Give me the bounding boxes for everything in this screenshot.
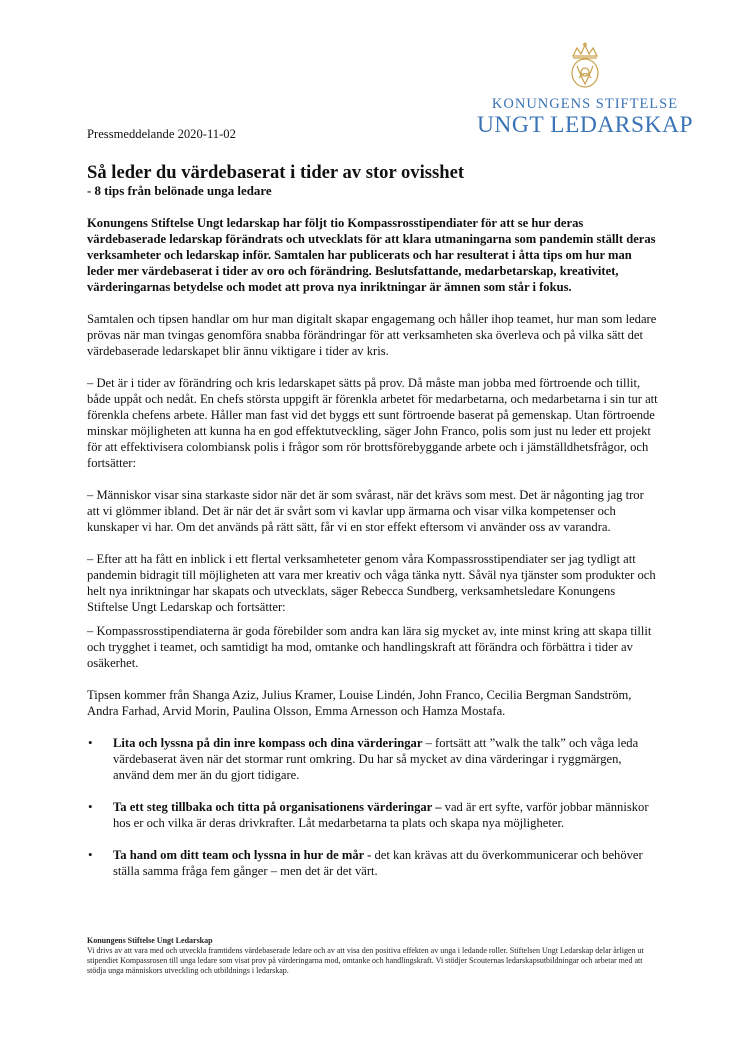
logo-line-2: UNGT LEDARSKAP xyxy=(476,112,694,138)
body-paragraph: – Människor visar sina starkaste sidor när det är som svårast, när det krävs som mest. Det är någonting jag tror att vi glömmer ibland. Det är när det är svårt som vi kavlar upp ärmarna och visar vilka kompetenser och kunskaper vi har. Om det används på rätt sätt, får vi en stor effekt eftersom vi använder oss av varandra. xyxy=(87,488,644,534)
logo-line-1: KONUNGENS STIFTELSE xyxy=(491,96,679,112)
list-item xyxy=(87,847,659,879)
lead-paragraph: Konungens Stiftelse Ungt ledarskap har följt tio Kompassrosstipendiater för att se hur deras värdebaserade ledarskap förändrats och utvecklats för att klara utmaningarna som pandemin ställt deras verksamheter och ledarskap inför. Samtalen har publicerats och har resulterat i åtta tips om hur man leder mer värdebaserat i tider av oro och förändring. Beslutsfattande, medarbetarskap, kreativitet, värderingarnas betydelse och modet att prova nya inriktningar är ämnen som står i fokus. xyxy=(87,216,656,294)
list-item xyxy=(87,799,659,831)
footer-title: Konungens Stiftelse Ungt Ledarskap xyxy=(87,936,213,945)
body-paragraph: – Efter att ha fått en inblick i ett flertal verksamheteter genom våra Kompassrosstipendiater ser jag tydligt att pandemin bidragit till möjligheten att vara mer kreativ och våga tänka nytt. Såväl nya tjänster som produkter och helt nya inriktningar har skapats och utvecklats, säger Rebecca Sundberg, verksamhetsledare Konungens Stiftelse Ungt Ledarskap och fortsätter: xyxy=(87,552,656,614)
royal-crown-monogram-icon xyxy=(565,42,605,90)
foundation-logo xyxy=(455,42,715,137)
tip-heading: Ta hand om ditt team och lyssna in hur de mår - xyxy=(113,848,372,862)
body-paragraph: – Kompassrosstipendiaterna är goda förebilder som andra kan lära sig mycket av, inte minst kring att skapa tillit och trygghet i teamet, och samtidigt ha mod, omtanke och handlingskraft att förändra och förbättra i tider av osäkerhet. xyxy=(87,624,652,670)
body-paragraph: Samtalen och tipsen handlar om hur man digitalt skapar engagemang och håller ihop teamet, hur man som ledare prövas när man tvingas genomföra snabba förändringar för att verksamheten ska överleva och på vilka sätt det värdebaserade ledarskapet blir ännu viktigare i tider av kris. xyxy=(87,312,657,358)
page-footer xyxy=(87,936,647,976)
body-paragraph: Tipsen kommer från Shanga Aziz, Julius Kramer, Louise Lindén, John Franco, Cecilia Bergman Sandström, Andra Farhad, Arvid Morin, Paulina Olsson, Emma Arnesson och Hamza Mostafa. xyxy=(87,688,632,718)
footer-text: Vi drivs av att vara med och utveckla framtidens värdebaserade ledare och av att visa den positiva effekten av unga i ledande roller. Stiftelsen Ungt Ledarskap delar årligen ut stipendiet Kompassrosen till unga ledare som visat prov på värderingarna mod, omtanke och handlingskraft. Vi stödjer Scouternas ledarskapsutbildningar och arbetar med att stödja unga människors utveckling och utbildnings i ledarskap. xyxy=(87,946,644,975)
page-title: Så leder du värdebaserat i tider av stor ovisshet xyxy=(87,162,465,183)
bullet: • xyxy=(88,799,93,814)
page-subtitle: - 8 tips från belönade unga ledare xyxy=(87,184,272,198)
list-item xyxy=(87,735,659,783)
tip-text: – fortsätt att ”walk the talk” och våga leda värdebaserat även när det stormar runt omkring. Du har så mycket av dina värderingar i ryggmärgen, använd dem mer än du gjort tidigare. xyxy=(113,736,639,782)
tip-heading: Lita och lyssna på din inre kompass och dina värderingar xyxy=(113,736,423,750)
bullet: • xyxy=(88,847,93,862)
tip-text: vad är ert syfte, varför jobbar människor hos er och vilka är deras drivkrafter. Låt medarbetarna ta plats och skapa nya möjligheter. xyxy=(113,800,649,830)
bullet: • xyxy=(88,735,93,750)
body-paragraph: – Det är i tider av förändring och kris ledarskapet sätts på prov. Då måste man jobba med förtroende och tillit, både uppåt och nedåt. En chefs största uppgift är förenkla arbetet för medarbetarna, och medarbetarna i sin tur att förenkla chefens arbete. Håller man fast vid det byggs ett sunt förtroende baserat på gemenskap. Utan förtroende minskar möjligheten att kunna ha en god effektutveckling, säger John Franco, polis som just nu leder ett projekt för att effektivisera colombiansk polis i frågor som rör brottsförebyggande arbete och i jämställdhetsfrågor, och fortsätter: xyxy=(87,376,658,470)
press-release-body xyxy=(87,126,659,895)
tip-text: det kan krävas att du överkommunicerar och behöver ställa samma fråga fem gånger – men det är det värt. xyxy=(113,848,643,878)
tip-heading: Ta ett steg tillbaka och titta på organisationens värderingar – xyxy=(113,800,442,814)
dateline: Pressmeddelande 2020-11-02 xyxy=(87,127,236,141)
tips-list xyxy=(87,735,659,879)
